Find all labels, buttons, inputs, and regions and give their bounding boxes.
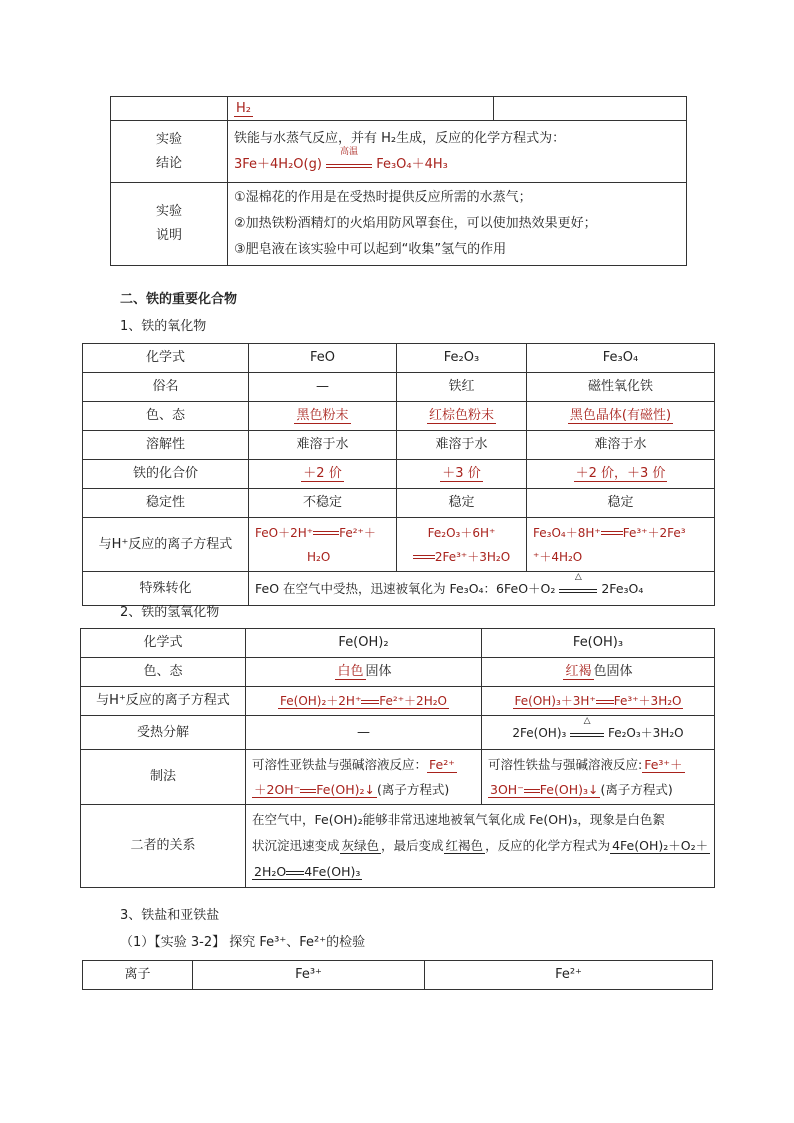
row-label: 溶解性 (83, 431, 249, 460)
table-row: 色、态 白色 固体 红褐 色固体 (81, 658, 715, 687)
table-cell: 稳定 (397, 489, 527, 518)
row-label: 特殊转化 (83, 572, 249, 606)
subsection-title: 2、铁的氢氧化物 (120, 605, 220, 620)
table-row: 与H⁺反应的离子方程式 Fe(OH)₂＋2H⁺ Fe²⁺＋2H₂O Fe(OH)₃＋3H⁺ Fe³⁺＋3H₂O (81, 687, 715, 716)
row-label: 制法 (81, 750, 246, 805)
table-cell: 稳定 (527, 489, 715, 518)
ions-table (82, 960, 713, 990)
h2-answer: H₂ (236, 100, 251, 116)
table-row: 二者的关系 在空气中，Fe(OH)₂能够非常迅速地被氧气氧化成 Fe(OH)₃，现象是白色絮 状沉淀迅速变成 灰绿色 ，最后变成 红褐色 ，反应的化学方程式为 4Fe(OH)₂＋O₂＋ 2H₂O 4Fe(OH)₃ (81, 805, 715, 888)
table-row: 制法 可溶性亚铁盐与强碱溶液反应： Fe²⁺ ＋2OH⁻ Fe(OH)₂↓ (离子方程式) 可溶性铁盐与强碱溶液反应: Fe³⁺＋ 3OH⁻ Fe(OH)₃↓ (离子方程式) (81, 750, 715, 805)
hydroxides-table (80, 628, 715, 888)
row-label: 受热分解 (81, 716, 246, 750)
note-item: ③肥皂液在该实验中可以起到“收集”氢气的作用 (234, 242, 507, 257)
header-cell: 离子 (83, 961, 193, 990)
note-item: ②加热铁粉酒精灯的火焰用防风罩套住，可以使加热效果更好； (234, 216, 597, 231)
table-row (111, 97, 687, 121)
experiment-title: （1）【实验 3-2】 探究 Fe³⁺、Fe²⁺的检验 (120, 935, 366, 950)
table-cell: 磁性氧化铁 (527, 373, 715, 402)
header-cell: Fe₃O₄ (527, 344, 715, 373)
subsection-title: 1、铁的氧化物 (120, 319, 207, 334)
header-cell: Fe³⁺ (193, 961, 425, 990)
answer-fill: ＋2 价 (303, 466, 342, 481)
row-label: 色、态 (81, 658, 246, 687)
row-label: 与H⁺反应的离子方程式 (81, 687, 246, 716)
header-cell: Fe(OH)₃ (482, 629, 715, 658)
answer-fill: ＋3 价 (442, 466, 481, 481)
row-label: 稳定性 (83, 489, 249, 518)
header-cell: 化学式 (83, 344, 249, 373)
table-row: 特殊转化 FeO 在空气中受热，迅速被氧化为 Fe₃O₄：6FeO＋O₂ △ 2Fe₃O₄ (83, 572, 715, 606)
table-row (83, 431, 715, 460)
row-label: 俗名 (83, 373, 249, 402)
header-cell: Fe²⁺ (425, 961, 713, 990)
header-cell: Fe(OH)₂ (246, 629, 482, 658)
table-row: 受热分解 — 2Fe(OH)₃ △ Fe₂O₃＋3H₂O (81, 716, 715, 750)
subsection-title: 3、铁盐和亚铁盐 (120, 908, 220, 923)
row-label: 铁的化合价 (83, 460, 249, 489)
oxides-table (82, 343, 715, 606)
table-row (111, 121, 687, 183)
answer-fill: 红棕色粉末 (428, 408, 494, 423)
row-label: 结论 (155, 155, 182, 171)
answer-fill: 白色 (337, 664, 364, 679)
experiment-table (110, 96, 687, 266)
table-cell: 难溶于水 (527, 431, 715, 460)
row-label: 二者的关系 (81, 805, 246, 888)
answer-fill: 黑色晶体(有磁性) (569, 408, 672, 423)
table-row (83, 489, 715, 518)
header-cell: 化学式 (81, 629, 246, 658)
answer-fill: 黑色粉末 (296, 408, 349, 423)
table-cell: 铁红 (397, 373, 527, 402)
row-label: 实验 (155, 204, 182, 219)
header-cell: FeO (249, 344, 397, 373)
table-row (83, 344, 715, 373)
table-row: 与H⁺反应的离子方程式 FeO＋2H⁺ Fe²⁺＋ H₂O Fe₂O₃＋6H⁺ 2Fe³⁺＋3H₂O Fe₃O₄＋8H⁺ Fe³⁺＋2Fe³ ⁺＋4H₂O (83, 518, 715, 572)
note-item: ①湿棉花的作用是在受热时提供反应所需的水蒸气； (234, 190, 532, 205)
table-row (81, 629, 715, 658)
conclusion-text: 铁能与水蒸气反应，并有 H₂生成，反应的化学方程式为： (234, 130, 566, 146)
table-row (83, 460, 715, 489)
section-title: 二、铁的重要化合物 (120, 292, 238, 307)
row-label: 色、态 (83, 402, 249, 431)
table-row (83, 961, 713, 990)
header-cell: Fe₂O₃ (397, 344, 527, 373)
table-cell: 难溶于水 (397, 431, 527, 460)
answer-fill: ＋2 价，＋3 价 (575, 466, 666, 481)
table-cell: 难溶于水 (249, 431, 397, 460)
table-cell: — (249, 373, 397, 402)
conclusion-equation: 3Fe＋4H₂O(g) 高温 Fe₃O₄＋4H₃ (234, 146, 448, 172)
row-label: 说明 (155, 228, 182, 243)
table-row (83, 402, 715, 431)
table-row (83, 373, 715, 402)
table-row (111, 183, 687, 266)
row-label: 与H⁺反应的离子方程式 (83, 518, 249, 572)
row-label: 实验 (155, 131, 182, 147)
table-cell: 不稳定 (249, 489, 397, 518)
answer-fill: 红褐 (565, 664, 592, 679)
